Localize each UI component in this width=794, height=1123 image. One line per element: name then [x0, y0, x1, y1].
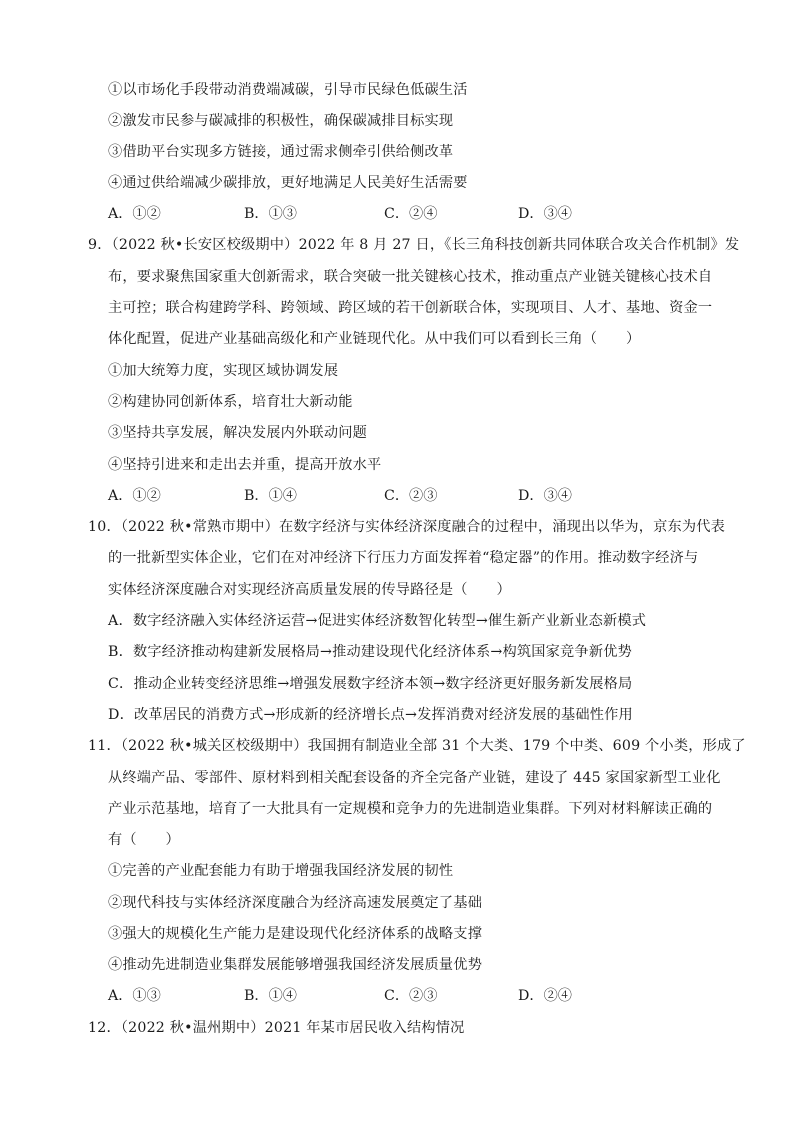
q11-option-d[interactable]: D．②④	[518, 988, 572, 1004]
q11-stem-line-3: 产业示范基地，培育了一大批具有一定规模和竞争力的先进制造业集群。下列对材料解读正确的	[108, 801, 713, 817]
q9-stem-line-3: 主可控；联合构建跨学科、跨领域、跨区域的若干创新联合体，实现项目、人才、基地、资金一	[108, 300, 713, 316]
q11-stem-line-4: 有（ ）	[108, 832, 180, 848]
q10-choice-d[interactable]: D．改革居民的消费方式→形成新的经济增长点→发挥消费对经济发展的基础性作用	[108, 707, 633, 723]
q9-statement-1: ①加大统筹力度，实现区域协调发展	[108, 363, 339, 379]
q9-stem-line-2: 布，要求聚焦国家重大创新需求，联合突破一批关键核心技术，推动重点产业链关键核心技术自	[108, 269, 713, 285]
q10-stem-line-2: 的一批新型实体企业，它们在对冲经济下行压力方面发挥着“稳定器”的作用。推动数字经济与	[108, 550, 699, 566]
q11-option-c[interactable]: C．②③	[384, 988, 438, 1004]
q9-option-a[interactable]: A．①②	[108, 488, 161, 504]
q11-statement-2: ②现代科技与实体经济深度融合为经济高速发展奠定了基础	[108, 895, 483, 911]
q8-statement-3: ③借助平台实现多方链接，通过需求侧牵引供给侧改革	[108, 144, 454, 160]
q8-statement-2: ②激发市民参与碳减排的积极性，确保碳减排目标实现	[108, 113, 454, 129]
q10-choice-a[interactable]: A．数字经济融入实体经济运营→促进实体经济数智化转型→催生新产业新业态新模式	[108, 613, 647, 629]
q12-stem-line-1: 12．（2022 秋•温州期中）2021 年某市居民收入结构情况	[88, 1020, 465, 1036]
q9-option-d[interactable]: D．③④	[518, 488, 572, 504]
q10-choice-b[interactable]: B．数字经济推动构建新发展格局→推动建设现代化经济体系→构筑国家竞争新优势	[108, 644, 632, 660]
q11-option-a[interactable]: A．①③	[108, 988, 161, 1004]
q9-stem-line-4: 体化配置，促进产业基础高级化和产业链现代化。从中我们可以看到长三角（ ）	[108, 331, 641, 347]
q9-statement-4: ④坚持引进来和走出去并重，提高开放水平	[108, 457, 382, 473]
q8-option-d[interactable]: D．③④	[518, 206, 572, 222]
q10-stem-line-1: 10．（2022 秋•常熟市期中）在数字经济与实体经济深度融合的过程中，涌现出以华为，京东为代表	[88, 519, 726, 535]
q11-statement-3: ③强大的规模化生产能力是建设现代化经济体系的战略支撑	[108, 926, 483, 942]
q8-statement-1: ①以市场化手段带动消费端减碳，引导市民绿色低碳生活	[108, 82, 468, 98]
q9-statement-2: ②构建协同创新体系，培育壮大新动能	[108, 394, 353, 410]
q11-option-b[interactable]: B．①④	[244, 988, 297, 1004]
q11-stem-line-2: 从终端产品、零部件、原材料到相关配套设备的齐全完备产业链，建设了 445 家国家新型工业化	[108, 770, 721, 786]
q10-stem-line-3: 实体经济深度融合对实现经济高质量发展的传导路径是（ ）	[108, 582, 511, 598]
q9-option-b[interactable]: B．①④	[244, 488, 297, 504]
q10-choice-c[interactable]: C．推动企业转变经济思维→增强发展数字经济本领→数字经济更好服务新发展格局	[108, 676, 633, 692]
q9-statement-3: ③坚持共享发展，解决发展内外联动问题	[108, 425, 367, 441]
q8-statement-4: ④通过供给端减少碳排放，更好地满足人民美好生活需要	[108, 175, 468, 191]
q9-stem-line-1: 9．（2022 秋•长安区校级期中）2022 年 8 月 27 日，《长三角科技创新共同体联合攻关合作机制》发	[88, 237, 740, 253]
q11-stem-line-1: 11．（2022 秋•城关区校级期中）我国拥有制造业全部 31 个大类、179 个中类、609 个小类，形成了	[88, 738, 746, 754]
q9-option-c[interactable]: C．②③	[384, 488, 438, 504]
q8-option-b[interactable]: B．①③	[244, 206, 297, 222]
q8-option-c[interactable]: C．②④	[384, 206, 438, 222]
q11-statement-4: ④推动先进制造业集群发展能够增强我国经济发展质量优势	[108, 957, 483, 973]
q11-statement-1: ①完善的产业配套能力有助于增强我国经济发展的韧性	[108, 863, 454, 879]
q8-option-a[interactable]: A．①②	[108, 206, 161, 222]
